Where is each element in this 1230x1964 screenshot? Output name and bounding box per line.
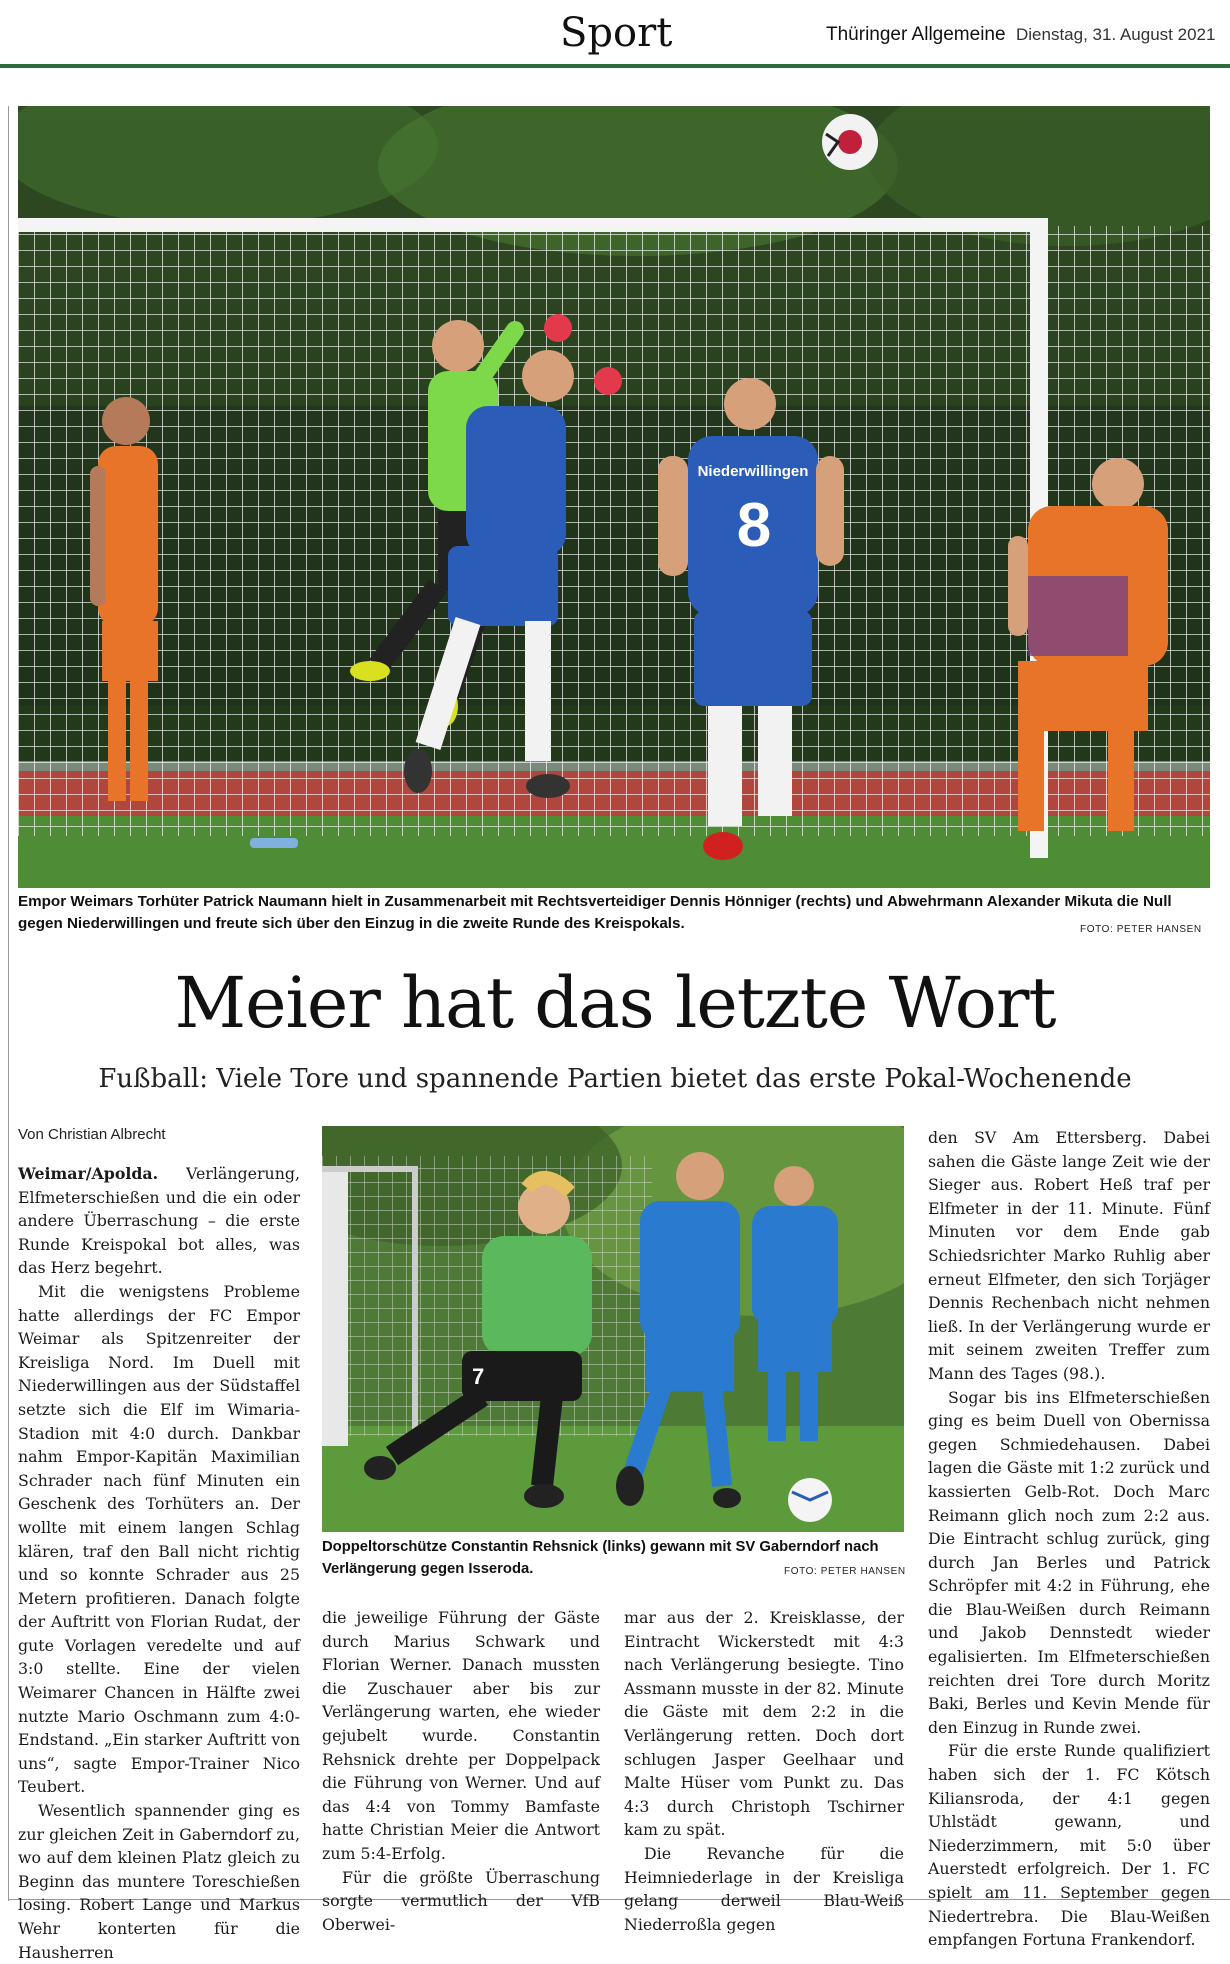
secondary-photo-caption: Doppeltorschütze Constantin Rehsnick (links) gewann mit SV Gaberndorf nach Verlängerung gegen Isseroda. [322,1539,879,1577]
ball-icon [788,1478,832,1522]
article-column-1 [18,1162,300,1964]
newspaper-name: Thüringer Allgemeine [826,24,1006,45]
article-dateline: Weimar/Apolda. [18,1164,159,1183]
paragraph: mar aus der 2. Kreisklasse, der Eintracht Wickerstedt mit 4:3 nach Verlängerung besiegte. Tino Assmann musste in der 82. Minute die Gäste mit dem 2:2 in die Verlängerung retten. Doch dort schlugen Jasper Geelhaar und Malte Hüser vom Punkt zu. Das 4:3 durch Christoph Tschirner kam zu spät. [624,1608,904,1840]
secondary-photo-credit: FOTO: PETER HANSEN [784,1566,906,1577]
main-photo [18,106,1210,888]
jersey-text: Niederwillingen [697,463,809,480]
paragraph: Sogar bis ins Elfmeterschießen ging es beim Duell von Obernissa gegen Schmiedehausen. Dabei lagen die Gäste mit 1:2 zurück und kassierten Gelb-Rot. Doch Marc Reimann glich noch zum 2:2 aus. Die Eintracht schlug zurück, ging durch Jan Berles und Patrick Schröpfer mit 4:2 in Führung, ehe die Blau-Weißen durch Reimann und Jakob Dennstedt wieder egalisierten. Im Elfmeterschießen reichten drei Tore durch Moritz Baki, Berles und Kevin Mende für den Einzug in Runde zwei. [928,1387,1210,1737]
paragraph: Die Revanche für die Heimniederlage in der Kreisliga gelang derweil Blau-Weiß Niederroßla gegen [624,1843,904,1934]
issue-date: Dienstag, 31. August 2021 [1016,25,1216,44]
page-header [0,0,1230,68]
paragraph: Für die erste Runde qualifiziert haben sich der 1. FC Kötsch Kiliansroda, der 4:1 gegen Uhlstädt gewann, und Niederzimmern, mit 5:0 über Auerstedt erfolgreich. Der 1. FC spielt am 11. September gegen Niedertrebra. Die Blau-Weißen empfangen Fortuna Frankendorf. [928,1741,1210,1950]
paragraph: Mit die wenigstens Probleme hatte allerdings der FC Empor Weimar als Spitzenreiter der Kreisliga Nord. Im Duell mit Niederwillingen aus der Südstaffel setzte sich die Elf im Wimaria-Stadion mit 4:0 durch. Dankbar nahm Empor-Kapitän Maximilian Schrader nach fünf Minuten ein Geschenk des Torhüters an. Der wollte mit einem langen Schlag klären, traf den Ball nicht richtig und so konnte Schrader aus 25 Metern profitieren. Danach folgte der Auftritt von Florian Rudat, der gute Vorlagen veredelte und auf 3:0 stellte. Eine der vielen Weimarer Chancen in Hälfte zwei nutzte Mario Oschmann zum 4:0-Endstand. „Ein starker Auftritt von uns“, sagte Empor-Trainer Nico Teubert. [18,1281,300,1797]
section-title: Sport [560,10,673,56]
paragraph: Wesentlich spannender ging es zur gleichen Zeit in Gaberndorf zu, wo auf dem kleinen Platz gleich zu Beginn das muntere Toreschießen losing. Robert Lange und Markus Wehr konterten für die Hausherren [18,1801,300,1962]
main-photo-caption: Empor Weimars Torhüter Patrick Naumann hielt in Zusammenarbeit mit Rechtsverteidiger Dennis Hönniger (rechts) und Abwehrmann Alexander Mikuta die Null gegen Niederwillingen und freute sich über den Einzug in die zweite Runde des Kreispokals. [18,893,1172,932]
article-column-4 [928,1126,1210,1952]
jersey-number: 7 [472,1364,485,1389]
secondary-photo [322,1126,904,1532]
article-byline: Von Christian Albrecht [18,1126,166,1143]
main-photo-credit: FOTO: PETER HANSEN [1080,924,1202,935]
article-subheadline: Fußball: Viele Tore und spannende Partien bietet das erste Pokal-Wochenende [98,1064,1132,1094]
paragraph: Für die größte Überraschung sorgte vermutlich der VfB Oberwei- [322,1867,600,1934]
article-column-2 [322,1606,600,1936]
jersey-number: 8 [736,491,772,560]
paragraph: die jeweilige Führung der Gäste durch Marius Schwark und Florian Werner. Danach mussten die Zuschauer aber bis zur Verlängerung warten, ehe wieder gejubelt wurde. Constantin Rehsnick drehte per Doppelpack die Führung von Werner. Und auf das 4:4 von Tommy Bamfaste hatte Christian Meier die Antwort zum 5:4-Erfolg. [322,1608,600,1863]
paragraph: Verlängerung, Elfmeterschießen und die ein oder andere Überraschung – die erste Runde Kreispokal bot alles, was das Herz begehrt. [18,1164,300,1278]
ball-icon [822,114,878,170]
article-column-3 [624,1606,904,1936]
paragraph: den SV Am Ettersberg. Dabei sahen die Gäste lange Zeit wie der Sieger aus. Robert Heß traf per Elfmeter in der 11. Minute. Fünf Minuten vor dem Ende gab Schiedsrichter Marko Ruhlig aber erneut Elfmeter, den sich Torjäger Dennis Rechenbach nicht nehmen ließ. In der Verlängerung wurde er mit seinem zweiten Treffer zum Mann des Tages (98.). [928,1128,1210,1383]
article-headline: Meier hat das letzte Wort [174,962,1056,1044]
